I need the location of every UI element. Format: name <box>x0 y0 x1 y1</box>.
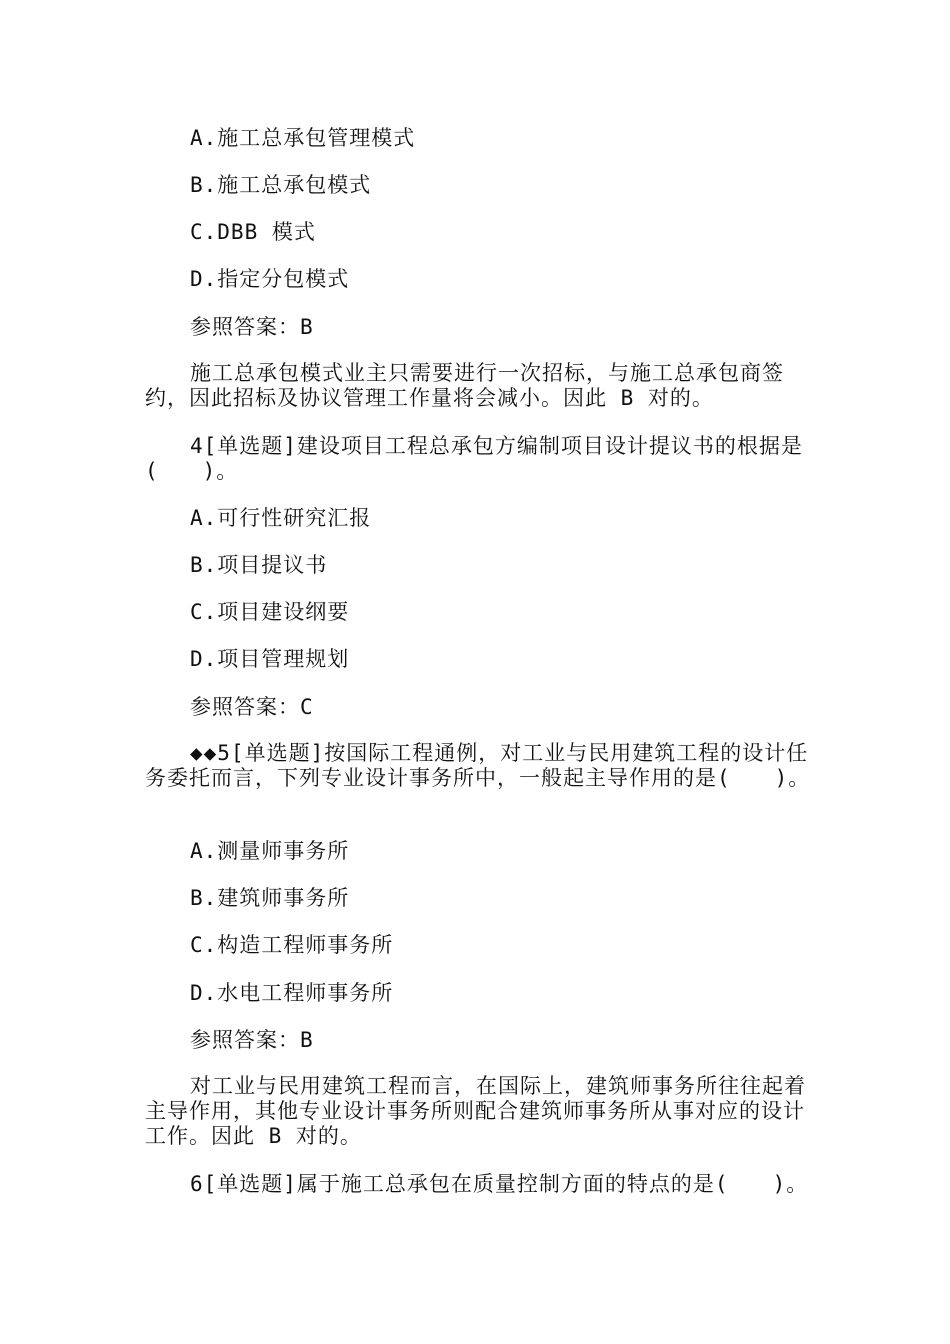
q3-option-c: C.DBB 模式 <box>190 220 316 244</box>
q5-question: ◆◆5[单选题]按国际工程通例，对工业与民用建筑工程的设计任务委托而言，下列专业设计事务所中，一般起主导作用的是( )。 <box>145 741 811 790</box>
q5-explanation: 对工业与民用建筑工程而言，在国际上，建筑师事务所往往起着主导作用，其他专业设计事务所则配合建筑师事务所从事对应的设计工作。因此 B 对的。 <box>145 1074 806 1148</box>
q4-question: 4[单选题]建设项目工程总承包方编制项目设计提议书的根据是( )。 <box>145 434 803 483</box>
q5-option-c: C.构造工程师事务所 <box>190 933 394 957</box>
q3-option-a: A.施工总承包管理模式 <box>190 126 416 150</box>
q5-option-b: B.建筑师事务所 <box>190 886 350 910</box>
q3-option-b: B.施工总承包模式 <box>190 173 372 197</box>
q3-explanation: 施工总承包模式业主只需要进行一次招标，与施工总承包商签约，因此招标及协议管理工作量将会减小。因此 B 对的。 <box>145 361 784 410</box>
q3-option-d: D.指定分包模式 <box>190 267 350 291</box>
q6-question: 6[单选题]属于施工总承包在质量控制方面的特点的是( )。 <box>190 1172 809 1196</box>
q4-answer: 参照答案：C <box>190 695 314 719</box>
q4-option-a: A.可行性研究汇报 <box>190 506 372 530</box>
q3-answer: 参照答案：B <box>190 315 314 339</box>
q5-answer: 参照答案：B <box>190 1028 314 1052</box>
q5-option-a: A.测量师事务所 <box>190 839 350 863</box>
q4-option-c: C.项目建设纲要 <box>190 600 350 624</box>
q5-option-d: D.水电工程师事务所 <box>190 981 394 1005</box>
q4-option-b: B.项目提议书 <box>190 553 328 577</box>
q4-option-d: D.项目管理规划 <box>190 647 350 671</box>
